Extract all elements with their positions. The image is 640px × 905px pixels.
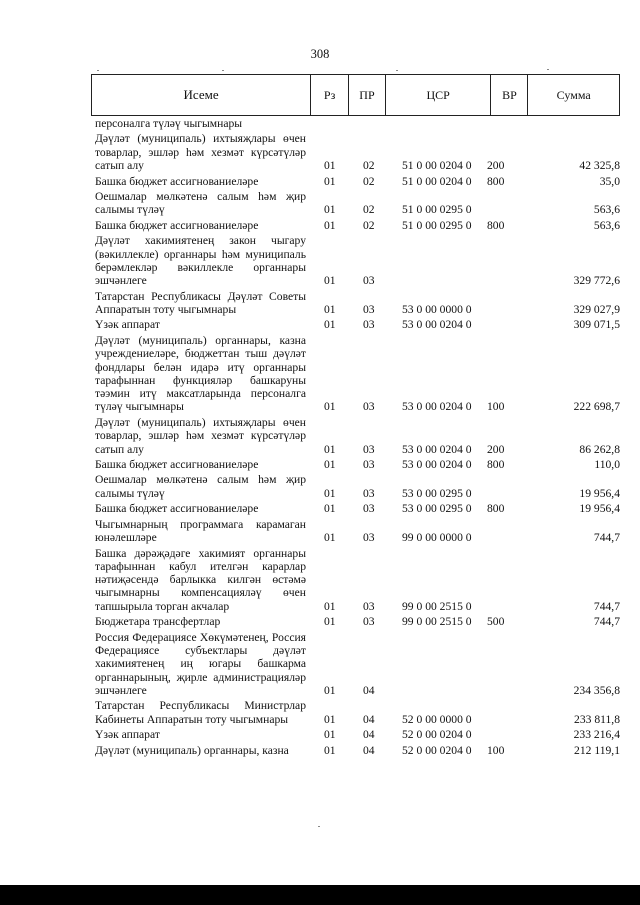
table-row [95,416,620,456]
scan-speck [396,70,398,71]
cell-rz: 01 [324,728,336,742]
table-row [95,334,620,414]
cell-pr: 02 [363,203,375,217]
cell-rz: 01 [324,615,336,629]
cell-pr: 03 [363,318,375,332]
cell-pr: 03 [363,442,375,456]
row-name: Дәүләт (муниципаль) органнары, казна [95,743,289,757]
row-name: Татарстан Республикасы Дәүләт Советы Аппаратын тоту чыгымнары [95,289,306,316]
row-name: Оешмалар мөлкәтенә салым һәм җир салымы түләү [95,473,306,500]
cell-sum: 35,0 [599,174,620,188]
cell-rz: 01 [324,218,336,232]
table-row [95,117,620,130]
cell-rz: 01 [324,302,336,316]
cell-csr: 51 0 00 0295 0 [402,203,472,217]
cell-vr: 800 [487,174,505,188]
cell-pr: 02 [363,174,375,188]
cell-pr: 03 [363,302,375,316]
table-row [95,502,620,515]
cell-vr: 800 [487,458,505,471]
cell-rz: 01 [324,274,336,288]
scan-edge [0,885,640,905]
cell-sum: 563,6 [593,218,620,232]
cell-vr: 100 [487,743,505,757]
table-row [95,728,620,741]
table-row [95,290,620,317]
cell-vr: 200 [487,159,505,173]
cell-rz: 01 [324,599,336,613]
row-name: Башка бюджет ассигнованиеләре [95,502,259,516]
header-name: Исеме [92,75,311,115]
cell-rz: 01 [324,159,336,173]
cell-csr: 53 0 00 0295 0 [402,502,472,516]
cell-rz: 01 [324,486,336,500]
table-row [95,132,620,172]
header-rz: Рз [311,75,349,115]
cell-csr: 99 0 00 2515 0 [402,599,472,613]
cell-rz: 01 [324,400,336,414]
table-row [95,631,620,697]
cell-vr: 100 [487,400,505,414]
row-name: Башка бюджет ассигнованиеләре [95,218,259,232]
page-number: 308 [310,47,330,61]
row-name: Үзәк аппарат [95,728,160,742]
cell-csr: 51 0 00 0295 0 [402,218,472,232]
cell-sum: 42 325,8 [579,159,620,173]
cell-rz: 01 [324,318,336,332]
cell-pr: 03 [363,458,375,471]
cell-pr: 04 [363,712,375,726]
cell-csr: 53 0 00 0204 0 [402,458,472,471]
row-name: Дәүләт хакимиятенең закон чыгару (вәкиллекле) органнары һәм муниципаль берәмлекләр вәкиллекле органнары эшчәнлеге [95,234,306,288]
table-row [95,518,620,545]
scan-speck [547,69,549,70]
cell-pr: 04 [363,728,375,742]
cell-rz: 01 [324,683,336,697]
table-row [95,234,620,287]
cell-rz: 01 [324,174,336,188]
cell-vr: 200 [487,442,505,456]
cell-sum: 19 956,4 [579,486,620,500]
cell-rz: 01 [324,743,336,757]
scan-speck [222,70,224,71]
cell-pr: 03 [363,599,375,613]
table-row [95,744,620,757]
table-row [95,458,620,471]
cell-pr: 02 [363,218,375,232]
cell-sum: 110,0 [594,458,620,471]
cell-vr: 800 [487,502,505,516]
cell-csr: 53 0 00 0000 0 [402,302,472,316]
cell-pr: 03 [363,615,375,629]
cell-sum: 744,7 [593,531,620,545]
cell-vr: 800 [487,218,505,232]
cell-sum: 86 262,8 [579,442,620,456]
scan-speck [97,70,99,71]
table-row [95,175,620,188]
cell-rz: 01 [324,442,336,456]
row-name: Бюджетара трансфертлар [95,615,221,629]
cell-sum: 329 772,6 [573,274,620,288]
cell-sum: 563,6 [593,203,620,217]
cell-csr: 51 0 00 0204 0 [402,174,472,188]
row-name: Башка дәрәҗәдәге хакимият органнары тарафыннан кабул ителгән карарлар нәтиҗәсендә барлыкка килгән өстәмә чыгымнарны компенсацияләү өчен тапшырыла торган акчалар [95,546,306,613]
cell-csr: 53 0 00 0204 0 [402,400,472,414]
header-vr: ВР [491,75,528,115]
row-name: персоналга түләү чыгымнары [95,117,243,130]
header-sum: Сумма [556,87,591,102]
table-row [95,615,620,628]
row-name: Үзәк аппарат [95,318,160,332]
cell-csr: 53 0 00 0204 0 [402,318,472,332]
cell-sum: 744,7 [593,615,620,629]
row-name: Чыгымнарның программага карамаган юнәлешләре [95,517,306,545]
table-row [95,190,620,217]
table-row [95,219,620,232]
table-header [91,74,620,116]
row-name: Башка бюджет ассигнованиеләре [95,458,259,471]
cell-rz: 01 [324,531,336,545]
table-row [95,699,620,726]
header-pr: ПР [349,75,386,115]
row-name: Башка бюджет ассигнованиеләре [95,174,259,188]
cell-rz: 01 [324,502,336,516]
cell-csr: 52 0 00 0000 0 [402,712,472,726]
cell-rz: 01 [324,712,336,726]
cell-pr: 02 [363,159,375,173]
header-csr: ЦСР [386,75,492,115]
cell-csr: 53 0 00 0295 0 [402,486,472,500]
cell-csr: 52 0 00 0204 0 [402,728,472,742]
cell-sum: 309 071,5 [573,318,620,332]
scan-speck [318,826,320,827]
cell-sum: 329 027,9 [573,302,620,316]
table-row [95,473,620,500]
cell-pr: 03 [363,502,375,516]
row-name: Россия Федерациясе Хөкүмәтенең, Россия Федерациясе субъектлары дәүләт хакимиятенең иң югары башкарма органнарының, җирле администрацияләр эшчәнлеге [95,630,306,697]
row-name: Дәүләт (муниципаль) органнары, казна учреждениеләре, бюджеттан тыш дәүләт фондлары белән идарә итү органнары тарафыннан функцияләр башкаруны тәэмин итү максатларында персоналга түләү чыгымнары [95,333,306,414]
row-name: Дәүләт (муниципаль) ихтыяҗлары өчен товарлар, эшләр һәм хезмәт күрсәтүләр сатып алу [95,415,306,456]
table-row [95,547,620,613]
cell-sum: 212 119,1 [574,743,620,757]
cell-rz: 01 [324,203,336,217]
cell-sum: 19 956,4 [579,502,620,516]
cell-csr: 53 0 00 0204 0 [402,442,472,456]
row-name: Татарстан Республикасы Министрлар Кабинеты Аппаратын тоту чыгымнары [95,699,306,726]
cell-pr: 03 [363,486,375,500]
cell-rz: 01 [324,458,336,471]
cell-pr: 04 [363,743,375,757]
table-body [95,117,620,759]
row-name: Дәүләт (муниципаль) ихтыяҗлары өчен товарлар, эшләр һәм хезмәт күрсәтүләр сатып алу [95,132,306,173]
cell-csr: 99 0 00 0000 0 [402,531,472,545]
cell-sum: 233 811,8 [574,712,620,726]
cell-sum: 233 216,4 [573,728,620,742]
cell-sum: 234 356,8 [573,683,620,697]
cell-csr: 51 0 00 0204 0 [402,159,472,173]
cell-pr: 04 [363,683,375,697]
cell-csr: 99 0 00 2515 0 [402,615,472,629]
row-name: Оешмалар мөлкәтенә салым һәм җир салымы түләү [95,190,306,217]
cell-sum: 222 698,7 [573,400,620,414]
cell-sum: 744,7 [593,599,620,613]
cell-vr: 500 [487,615,505,629]
table-row [95,318,620,331]
cell-csr: 52 0 00 0204 0 [402,743,472,757]
cell-pr: 03 [363,531,375,545]
cell-pr: 03 [363,400,375,414]
cell-pr: 03 [363,274,375,288]
